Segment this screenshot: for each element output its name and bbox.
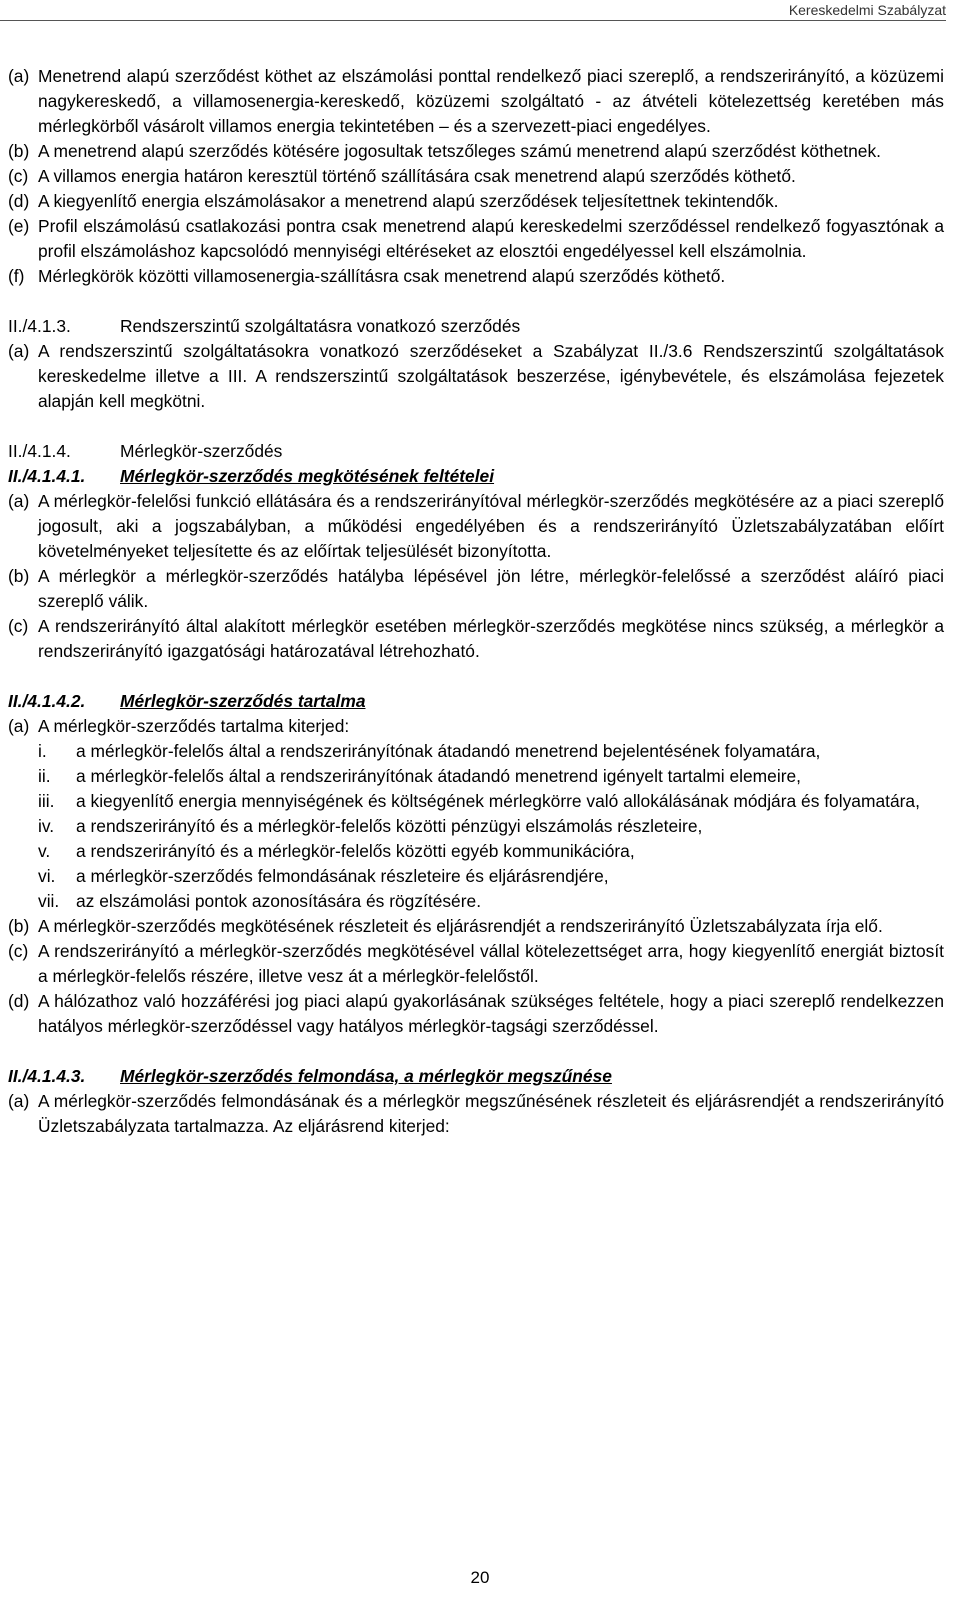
roman-item bbox=[38, 814, 944, 839]
item-text: a mérlegkör-felelős által a rendszerirányítónak átadandó menetrend bejelentésének folyamatára, bbox=[76, 741, 821, 761]
item-text: Mérlegkörök közötti villamosenergia-szállításra csak menetrend alapú szerződés köthető. bbox=[38, 266, 726, 286]
section-number: II./4.1.4.1. bbox=[8, 466, 86, 486]
item-marker: iii. bbox=[38, 791, 55, 811]
list-item bbox=[8, 214, 944, 264]
item-marker: (c) bbox=[8, 941, 29, 961]
item-text: A mérlegkör-szerződés megkötésének részleteit és eljárásrendjét a rendszerirányító Üzletszabályzata írja elő. bbox=[38, 916, 883, 936]
item-marker: (a) bbox=[8, 491, 30, 511]
item-marker: (a) bbox=[8, 1091, 30, 1111]
roman-item bbox=[38, 739, 944, 764]
section-number: II./4.1.4.3. bbox=[8, 1066, 86, 1086]
section-heading-4141 bbox=[8, 464, 944, 489]
item-text: a mérlegkör-felelős által a rendszerirányítónak átadandó menetrend igényelt tartalmi elemeire, bbox=[76, 766, 801, 786]
section-number: II./4.1.3. bbox=[8, 316, 71, 336]
section-heading-414 bbox=[8, 439, 944, 464]
section-title: Mérlegkör-szerződés tartalma bbox=[120, 691, 366, 711]
spacer bbox=[8, 664, 944, 689]
item-text: A menetrend alapú szerződés kötésére jogosultak tetszőleges számú menetrend alapú szerződést köthetnek. bbox=[38, 141, 881, 161]
page-number: 20 bbox=[470, 1568, 490, 1587]
item-marker: ii. bbox=[38, 766, 51, 786]
item-marker: (a) bbox=[8, 716, 30, 736]
section-heading-413 bbox=[8, 314, 944, 339]
item-text: Menetrend alapú szerződést köthet az elszámolási ponttal rendelkező piaci szereplő, a rendszerirányító, a közüzemi nagykereskedő, a villamosenergia-kereskedő, közüzemi szolgáltató - az átvételi kötelezettség keretében más mérlegkörből vásárolt villamos energia tekintetében – és a szervezett-piaci engedélyes. bbox=[38, 66, 944, 136]
item-text: A rendszerirányító által alakított mérlegkör esetében mérlegkör-szerződés megkötése nincs szükség, a mérlegkör a rendszerirányító igazgatósági határozatával létrehozható. bbox=[38, 616, 944, 661]
section-heading-4143 bbox=[8, 1064, 944, 1089]
section-title: Mérlegkör-szerződés bbox=[120, 441, 283, 461]
item-marker: iv. bbox=[38, 816, 55, 836]
list-item bbox=[8, 614, 944, 664]
item-marker: (e) bbox=[8, 216, 30, 236]
roman-item bbox=[38, 764, 944, 789]
list-item bbox=[8, 64, 944, 139]
item-marker: vii. bbox=[38, 891, 60, 911]
item-marker: v. bbox=[38, 841, 51, 861]
item-text: A rendszerszintű szolgáltatásokra vonatkozó szerződéseket a Szabályzat II./3.6 Rendszerszintű szolgáltatások kereskedelme illetve a III. A rendszerszintű szolgáltatások beszerzése, igénybevétele, és elszámolása fejezetek alapján kell megkötni. bbox=[38, 341, 944, 411]
list-item bbox=[8, 489, 944, 564]
page-body bbox=[8, 64, 944, 1139]
list-item bbox=[8, 914, 944, 939]
item-text: A villamos energia határon keresztül történő szállítására csak menetrend alapú szerződés köthető. bbox=[38, 166, 796, 186]
spacer bbox=[8, 414, 944, 439]
section-number: II./4.1.4.2. bbox=[8, 691, 86, 711]
list-item bbox=[8, 139, 944, 164]
roman-item bbox=[38, 839, 944, 864]
list-item bbox=[8, 989, 944, 1039]
item-marker: i. bbox=[38, 741, 47, 761]
running-header: Kereskedelmi Szabályzat bbox=[788, 2, 946, 18]
item-marker: (b) bbox=[8, 916, 30, 936]
item-text: A mérlegkör-felelősi funkció ellátására és a rendszerirányítóval mérlegkör-szerződés megkötésére az a piaci szereplő jogosult, aki a jogszabályban, a működési engedélyében és a rendszerirányító Üzletszabályzatában előírt követelményeket teljesítette és az előírtak teljesülését bizonyította. bbox=[38, 491, 944, 561]
section-title: Mérlegkör-szerződés felmondása, a mérlegkör megszűnése bbox=[120, 1066, 612, 1086]
section-title: Mérlegkör-szerződés megkötésének feltételei bbox=[120, 466, 495, 486]
roman-list bbox=[8, 739, 944, 914]
item-text: Profil elszámolású csatlakozási pontra csak menetrend alapú kereskedelmi szerződéssel rendelkező fogyasztónak a profil elszámoláshoz kapcsolódó mennyiségi eltéréseket az elosztói engedélyessel kell elszámolnia. bbox=[38, 216, 944, 261]
item-marker: (b) bbox=[8, 141, 30, 161]
list-item bbox=[8, 264, 944, 289]
item-marker: (a) bbox=[8, 341, 30, 361]
item-marker: (b) bbox=[8, 566, 30, 586]
item-marker: (d) bbox=[8, 991, 30, 1011]
item-text: a rendszerirányító és a mérlegkör-felelős közötti egyéb kommunikációra, bbox=[76, 841, 635, 861]
item-text: A mérlegkör-szerződés tartalma kiterjed: bbox=[38, 716, 350, 736]
item-text: A mérlegkör a mérlegkör-szerződés hatályba lépésével jön létre, mérlegkör-felelőssé a szerződést aláíró piaci szereplő válik. bbox=[38, 566, 944, 611]
item-marker: (f) bbox=[8, 266, 25, 286]
roman-item bbox=[38, 789, 944, 814]
roman-item bbox=[38, 889, 944, 914]
list-item bbox=[8, 339, 944, 414]
item-marker: (a) bbox=[8, 66, 30, 86]
intro-list bbox=[8, 64, 944, 289]
spacer bbox=[8, 1039, 944, 1064]
item-text: A mérlegkör-szerződés felmondásának és a mérlegkör megszűnésének részleteit és eljárásrendjét a rendszerirányító Üzletszabályzata tartalmazza. Az eljárásrend kiterjed: bbox=[38, 1091, 944, 1136]
item-text: A hálózathoz való hozzáférési jog piaci alapú gyakorlásának szükséges feltétele, hogy a piaci szereplő rendelkezzen hatályos mérlegkör-szerződéssel vagy hatályos mérlegkör-tagsági szerződéssel. bbox=[38, 991, 944, 1036]
item-text: a mérlegkör-szerződés felmondásának részleteire és eljárásrendjére, bbox=[76, 866, 609, 886]
list-item bbox=[8, 189, 944, 214]
list-item bbox=[8, 164, 944, 189]
item-text: a kiegyenlítő energia mennyiségének és költségének mérlegkörre való allokálásának módjára és folyamatára, bbox=[76, 791, 920, 811]
section-heading-4142 bbox=[8, 689, 944, 714]
list-item bbox=[8, 564, 944, 614]
roman-item bbox=[38, 864, 944, 889]
section-number: II./4.1.4. bbox=[8, 441, 71, 461]
item-text: a rendszerirányító és a mérlegkör-felelős közötti pénzügyi elszámolás részleteire, bbox=[76, 816, 703, 836]
item-marker: (c) bbox=[8, 616, 29, 636]
item-text: A kiegyenlítő energia elszámolásakor a menetrend alapú szerződések teljesítettnek tekintendők. bbox=[38, 191, 779, 211]
list-item bbox=[8, 939, 944, 989]
section-title: Rendszerszintű szolgáltatásra vonatkozó szerződés bbox=[120, 316, 521, 336]
item-text: A rendszerirányító a mérlegkör-szerződés megkötésével vállal kötelezettséget arra, hogy kiegyenlítő energiát biztosít a mérlegkör-felelős részére, illetve vesz át a mérlegkör-felelőstől. bbox=[38, 941, 944, 986]
item-marker: (d) bbox=[8, 191, 30, 211]
item-marker: (c) bbox=[8, 166, 29, 186]
spacer bbox=[8, 289, 944, 314]
item-text: az elszámolási pontok azonosítására és rögzítésére. bbox=[76, 891, 482, 911]
item-marker: vi. bbox=[38, 866, 56, 886]
header-rule bbox=[0, 20, 946, 21]
list-item bbox=[8, 1089, 944, 1139]
list-item bbox=[8, 714, 944, 739]
